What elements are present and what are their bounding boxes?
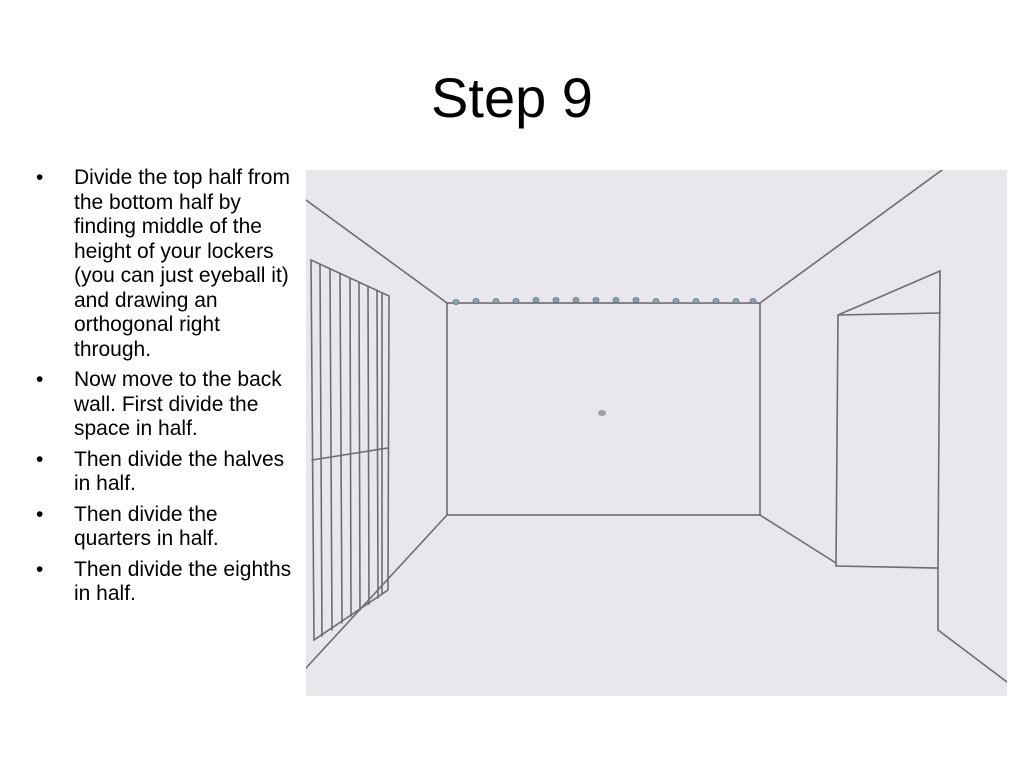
bullet-item [36, 558, 298, 607]
bullet-icon: • [36, 368, 44, 391]
perspective-room-drawing [306, 170, 1007, 696]
division-mark [613, 298, 619, 303]
bullet-item [36, 368, 298, 442]
division-mark [513, 299, 519, 304]
bullet-text: Divide the top half from the bottom half by finding middle of the height of your lockers (you can just eyeball it) and drawing an orthogonal right through. [74, 166, 290, 361]
paper-background [306, 170, 1007, 696]
division-mark [533, 298, 539, 303]
locker-divider [377, 290, 378, 598]
locker-divider [350, 278, 351, 616]
room-sketch-svg [306, 170, 1007, 696]
division-mark [493, 299, 499, 304]
division-mark [633, 298, 639, 303]
division-mark [453, 300, 459, 305]
bullet-item [36, 166, 298, 362]
division-mark [713, 299, 719, 304]
bullet-item [36, 448, 298, 497]
division-mark [593, 298, 599, 303]
bullet-item [36, 503, 298, 552]
bullet-list [36, 166, 298, 613]
division-mark [673, 299, 679, 304]
bullet-text: Then divide the quarters in half. [74, 502, 219, 550]
bullet-icon: • [36, 502, 44, 526]
bullet-icon: • [36, 447, 44, 471]
division-mark [750, 299, 756, 304]
pencil-smudge [598, 410, 606, 416]
division-mark [573, 298, 579, 303]
division-mark [653, 299, 659, 304]
bullet-icon: • [36, 557, 44, 581]
locker-divider [359, 282, 360, 610]
division-mark [473, 299, 479, 304]
division-mark [693, 299, 699, 304]
bullet-icon: • [36, 166, 44, 189]
locker-divider [368, 286, 369, 604]
division-mark [553, 298, 559, 303]
bullet-text: Then divide the eighths in half. [74, 557, 292, 605]
division-mark [733, 299, 739, 304]
bullet-text: Now move to the back wall. First divide the space in half. [74, 368, 282, 440]
bullet-text: Then divide the halves in half. [74, 447, 285, 495]
slide-title: Step 9 [431, 66, 593, 129]
